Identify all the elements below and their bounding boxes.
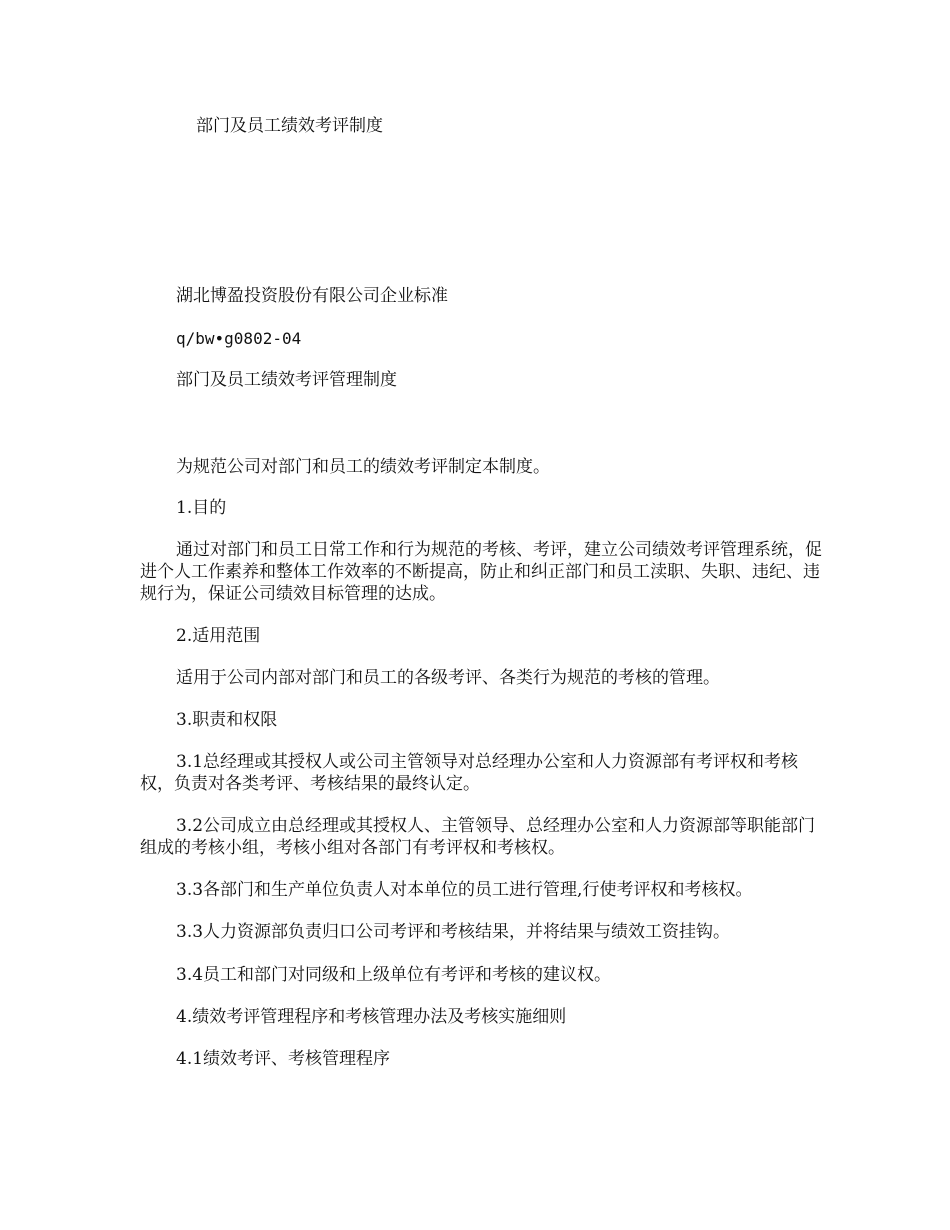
paragraph-3-4: 3.4员工和部门对同级和上级单位有考评和考核的建议权。 — [176, 965, 612, 985]
paragraph-3-3a: 3.3各部门和生产单位负责人对本单位的员工进行管理,行使考评权和考核权。 — [176, 880, 753, 900]
paragraph-3-2: 3.2公司成立由总经理或其授权人、主管领导、总经理办公室和人力资源部等职能部门组成的考核小组，考核小组对各部门有考评权和考核权。 — [140, 816, 816, 858]
paragraph-3-1: 3.1总经理或其授权人或公司主管领导对总经理办公室和人力资源部有考评权和考核权，负责对各类考评、考核结果的最终认定。 — [140, 752, 799, 794]
company-standard: 湖北博盈投资股份有限公司企业标准 — [176, 286, 448, 306]
paragraph-3-3b: 3.3人力资源部负责归口公司考评和考核结果，并将结果与绩效工资挂钩。 — [176, 922, 731, 942]
intro-paragraph: 为规范公司对部门和员工的绩效考评制定本制度。 — [176, 457, 550, 477]
paragraph-scope: 适用于公司内部对部门和员工的各级考评、各类行为规范的考核的管理。 — [176, 668, 720, 688]
cover-title: 部门及员工绩效考评制度 — [196, 116, 383, 136]
document-title: 部门及员工绩效考评管理制度 — [176, 370, 397, 390]
standard-code: q/bw•g0802-04 — [176, 329, 302, 348]
paragraph-purpose: 通过对部门和员工日常工作和行为规范的考核、考评，建立公司绩效考评管理系统，促进个人工作素养和整体工作效率的不断提高，防止和纠正部门和员工渎职、失职、违纪、违规行为，保证公司绩效目标管理的达成。 — [140, 540, 822, 604]
section-heading-procedures: 4.绩效考评管理程序和考核管理办法及考核实施细则 — [176, 1007, 567, 1027]
section-heading-purpose: 1.目的 — [176, 498, 227, 518]
section-heading-4-1: 4.1绩效考评、考核管理程序 — [176, 1049, 391, 1069]
section-heading-scope: 2.适用范围 — [176, 626, 261, 646]
section-heading-responsibilities: 3.职责和权限 — [176, 710, 278, 730]
